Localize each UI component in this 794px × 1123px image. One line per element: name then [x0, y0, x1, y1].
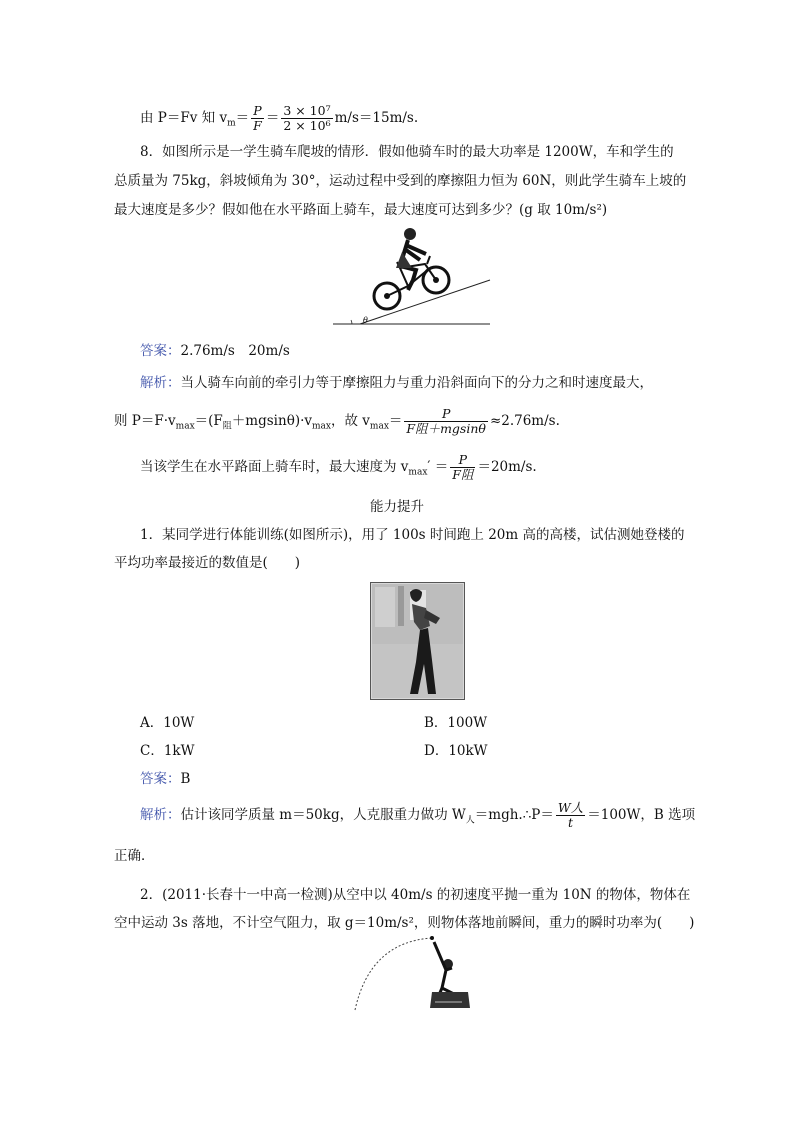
q1-frac-den: t [568, 815, 574, 830]
prev-solution-frac1 [251, 104, 264, 133]
q1-option-d: D．10kW [424, 743, 488, 759]
q1-analysis-line1 [140, 800, 695, 836]
a2-sub4: max [369, 421, 389, 432]
a2d: ，故 v [331, 413, 370, 429]
projectile-throw-figure [350, 932, 485, 1012]
a2a: 则 P＝F·v [114, 413, 176, 429]
a2c: ＋mgsinθ)·v [231, 413, 313, 429]
q1-an-c: ＝100W，B 选项 [587, 807, 696, 823]
prev-solution-sub: m [227, 118, 236, 129]
q8-analysis-frac [404, 407, 488, 436]
theta-label: θ [363, 316, 368, 325]
q8-analysis-line3 [140, 452, 537, 488]
a2-sub3: max [312, 421, 331, 432]
prev-solution-frac2 [281, 104, 332, 133]
a3c: ＝20m/s. [477, 459, 537, 475]
a2-frac-den: F阻＋mgsinθ [406, 421, 486, 436]
q1-answer [140, 768, 190, 790]
a2b: ＝(F [194, 413, 223, 429]
q1-frac-num: W人 [557, 800, 584, 815]
q1-line1: 1．某同学进行体能训练(如图所示)，用了 100s 时间跑上 20m 高的高楼，试估测她登楼的 [140, 527, 685, 543]
q8-analysis-line2 [114, 406, 560, 442]
a3b: ′ ＝ [427, 459, 449, 475]
stair-runner-photo [370, 582, 465, 700]
a2e: ＝ [388, 413, 403, 429]
a3-frac-num: P [450, 453, 475, 468]
q1-an-sub: 人 [465, 815, 475, 826]
a3a: 当该学生在水平路面上骑车时，最大速度为 v [140, 459, 409, 475]
q1-option-a: A．10W [140, 715, 195, 731]
q1-analysis-frac [556, 801, 585, 830]
q1-analysis-line2: 正确． [114, 848, 155, 864]
q1-answer-text: B [180, 771, 191, 787]
prev-solution-eq: ＝ [235, 110, 250, 126]
a3-frac-den: F阻 [452, 467, 474, 482]
q8-answer-text: 2.76m/s 20m/s [180, 343, 290, 359]
q8-answer [140, 340, 290, 362]
a2f: ≈2.76m/s. [489, 413, 560, 429]
a2-sub: max [175, 421, 195, 432]
q8-answer-label: 答案： [140, 343, 181, 359]
q8-analysis-frac2 [450, 453, 475, 482]
q8-line3: 最大速度是多少？假如他在水平路面上骑车，最大速度可达到多少？(g 取 10m/s²) [114, 202, 608, 218]
prev-solution-prefix: 由 P＝Fv 知 v [140, 110, 228, 126]
prev-solution-tail: m/s＝15m/s. [334, 110, 419, 126]
frac2-num: 3 × 10⁷ [283, 103, 331, 118]
q8-line1: 8．如图所示是一学生骑车爬坡的情形．假如他骑车时的最大功率是 1200W，车和学生的 [140, 144, 674, 160]
prev-solution-line [140, 104, 418, 138]
q1-an-b: ＝mgh.∴P＝ [474, 807, 554, 823]
q1-an-a: 估计该同学质量 m＝50kg，人克服重力做功 W [180, 807, 466, 823]
q1-analysis-label: 解析： [140, 807, 181, 823]
a2-frac-num: P [404, 407, 488, 422]
q1-line2: 平均功率最接近的数值是( ) [114, 555, 301, 571]
q8-analysis-line1 [140, 372, 653, 394]
q2-line2: 空中运动 3s 落地，不计空气阻力，取 g＝10m/s²，则物体落地前瞬间，重力的瞬时功率为( ) [114, 915, 695, 931]
cyclist-slope-figure [330, 224, 495, 330]
q8-line2: 总质量为 75kg，斜坡倾角为 30°，运动过程中受到的摩擦阻力恒为 60N，则此学生骑车上坡的 [114, 173, 687, 189]
section-heading: 能力提升 [370, 499, 424, 515]
prev-solution-eq2: ＝ [265, 110, 280, 126]
a3-sub: max [408, 467, 428, 478]
frac1-num: P [251, 104, 264, 119]
q1-answer-label: 答案： [140, 771, 181, 787]
q1-option-c: C．1kW [140, 743, 195, 759]
frac2-den: 2 × 10⁶ [283, 118, 331, 133]
q8-analysis-label: 解析： [140, 375, 181, 391]
q8-analysis-text1: 当人骑车向前的牵引力等于摩擦阻力与重力沿斜面向下的分力之和时速度最大， [180, 375, 653, 391]
q2-line1: 2．(2011·长春十一中高一检测)从空中以 40m/s 的初速度平抛一重为 10N 的物体，物体在 [140, 887, 691, 903]
a2-sub2: 阻 [222, 421, 232, 432]
frac1-den: F [253, 118, 262, 133]
q1-option-b: B．100W [424, 715, 488, 731]
